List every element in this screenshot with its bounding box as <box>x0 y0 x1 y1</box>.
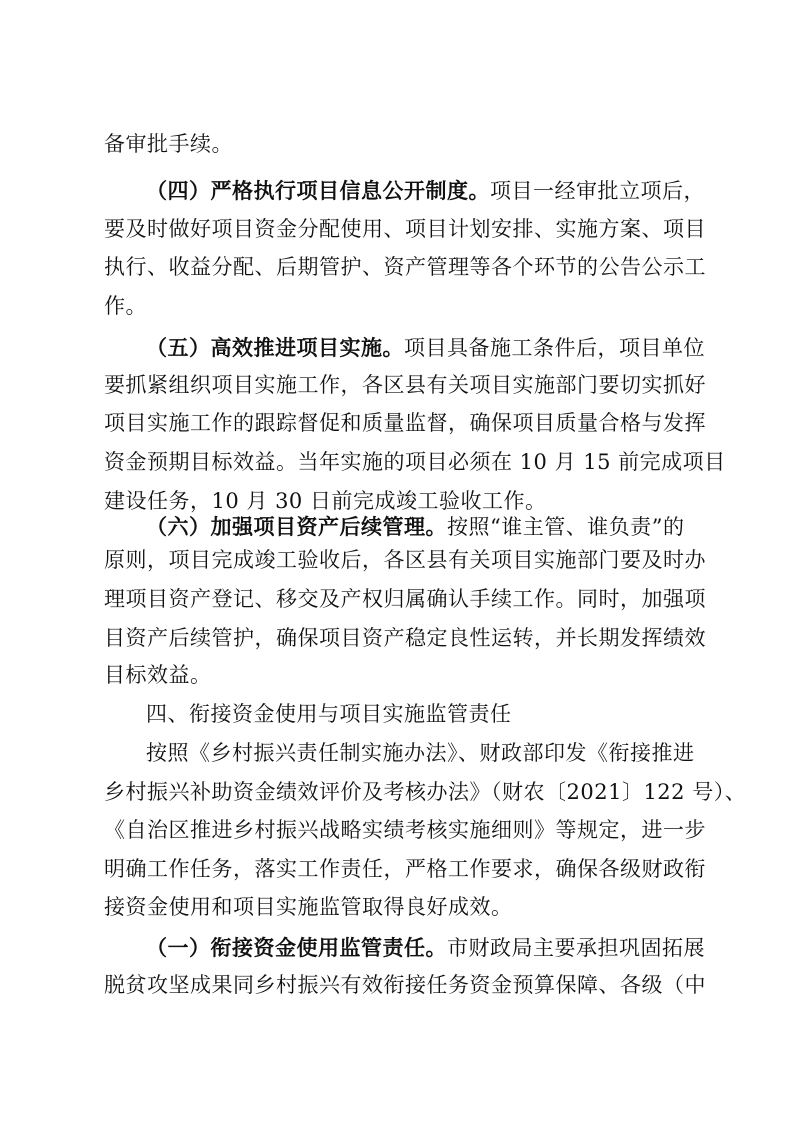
paragraph-line <box>104 657 212 694</box>
line-text: 要及时做好项目资金分配使用、项目计划安排、实施方案、项目 <box>104 217 706 241</box>
paragraph-line <box>146 735 695 772</box>
paragraph-line <box>104 581 706 618</box>
bold-subheading: （一）衔接资金使用监管责任。 <box>146 935 447 960</box>
section-5-heading-line <box>146 329 705 366</box>
paragraph-line <box>104 288 147 325</box>
line-text: 理项目资产登记、移交及产权归属确认手续工作。同时，加强项 <box>104 587 706 611</box>
paragraph-line <box>104 774 746 811</box>
paragraph-line <box>104 126 233 163</box>
paragraph-line <box>104 405 706 442</box>
paragraph-line <box>104 620 706 657</box>
heading-text: 四、衔接资金使用与项目实施监管责任 <box>146 702 512 726</box>
line-text: 资金预期目标效益。当年实施的项目必须在 10 月 15 前完成项目 <box>104 450 726 474</box>
line-text: 作。 <box>104 294 147 318</box>
section-4-heading-line <box>146 172 705 209</box>
paragraph-line <box>104 967 706 1004</box>
line-text: 《自治区推进乡村振兴战略实绩考核实施细则》等规定，进一步 <box>104 818 706 842</box>
section-four-heading <box>146 696 512 733</box>
line-text: 目资产后续管护，确保项目资产稳定良性运转，并长期发挥绩效 <box>104 626 706 650</box>
line-text: 乡村振兴补助资金绩效评价及考核办法》（财农〔2021〕122 号）、 <box>104 780 747 804</box>
paragraph-line <box>104 444 726 481</box>
line-text: 项目具备施工条件后，项目单位 <box>404 336 705 360</box>
line-text: 按照“谁主管、谁负责”的 <box>447 515 685 539</box>
line-text: 项目实施工作的跟踪督促和质量监督，确保项目质量合格与发挥 <box>104 411 706 435</box>
line-text: 接资金使用和项目实施监管取得良好成效。 <box>104 895 513 919</box>
line-text: 明确工作任务，落实工作责任，严格工作要求，确保各级财政衔 <box>104 857 706 881</box>
line-text: 项目一经审批立项后， <box>490 179 705 203</box>
line-text: 按照《乡村振兴责任制实施办法》、财政部印发《衔接推进 <box>146 741 695 765</box>
line-text: 目标效益。 <box>104 663 212 687</box>
paragraph-line <box>104 249 706 286</box>
line-text: 要抓紧组织项目实施工作，各区县有关项目实施部门要切实抓好 <box>104 373 706 397</box>
bold-subheading: （五）高效推进项目实施。 <box>146 335 404 360</box>
line-text: 执行、收益分配、后期管护、资产管理等各个环节的公告公示工 <box>104 255 706 279</box>
paragraph-line <box>104 889 513 926</box>
section-6-heading-line <box>146 508 684 545</box>
subsection-1-heading-line <box>146 929 705 966</box>
paragraph-line <box>104 211 706 248</box>
paragraph-line <box>104 812 706 849</box>
paragraph-line <box>104 367 706 404</box>
bold-subheading: （六）加强项目资产后续管理。 <box>146 514 447 539</box>
line-text: 脱贫攻坚成果同乡村振兴有效衔接任务资金预算保障、各级（中 <box>104 973 706 997</box>
paragraph-line <box>104 851 706 888</box>
line-text: 建设任务，10 月 30 日前完成竣工验收工作。 <box>104 489 547 513</box>
line-text: 市财政局主要承担巩固拓展 <box>447 936 705 960</box>
line-text: 备审批手续。 <box>104 132 233 156</box>
line-text: 原则，项目完成竣工验收后，各区县有关项目实施部门要及时办 <box>104 548 706 572</box>
bold-subheading: （四）严格执行项目信息公开制度。 <box>146 178 490 203</box>
paragraph-line <box>104 542 706 579</box>
